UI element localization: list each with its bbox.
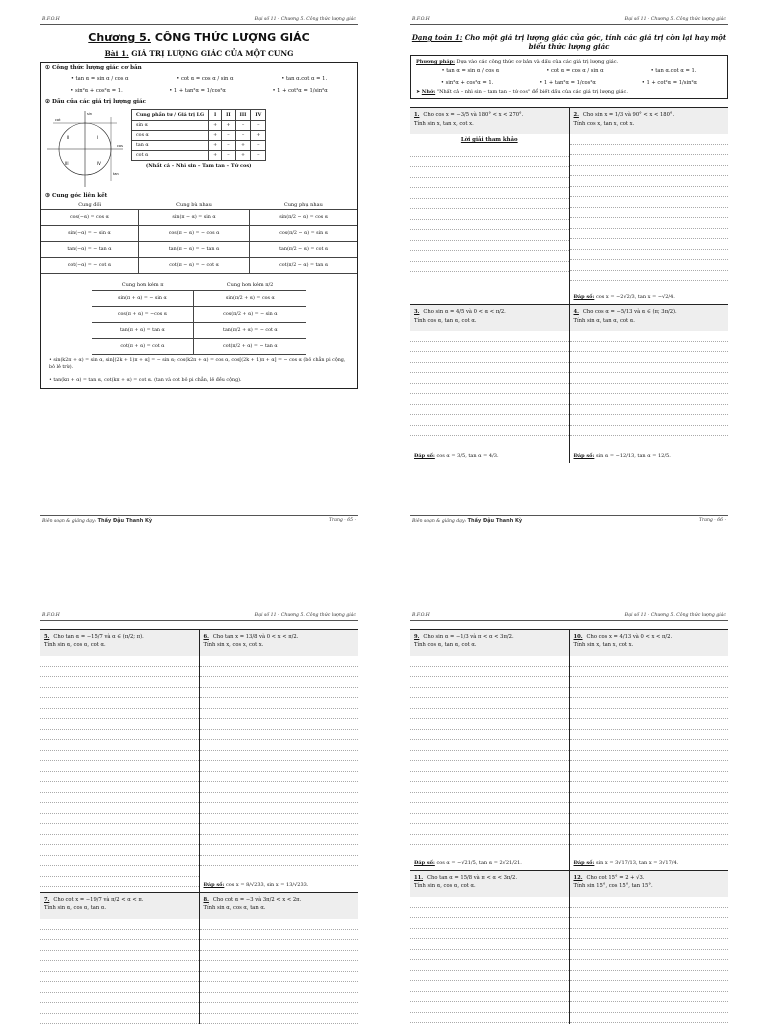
page-68 xyxy=(410,610,728,1024)
table-row: cot(π + α) = cot α cot(π/2 + α) = − tan α xyxy=(92,339,307,355)
answer: Đáp số: cos α = −√21/5, tan α = 2√21/21. xyxy=(414,860,522,866)
solution-heading: Lời giải tham khảo xyxy=(460,137,518,144)
page-header: B.F.O.H Đại số 11 · Chương 5. Công thức lượng giác xyxy=(40,14,358,25)
exercise-8: 8. Cho cot α = −3 và 3π/2 < x < 2π. Tính sin α, cos α, tan α. xyxy=(200,893,359,1024)
page-header: B.F.O.H Đại số 11 · Chương 5. Công thức lượng giác xyxy=(410,610,728,621)
chapter-title: Chương 5. CÔNG THỨC LƯỢNG GIÁC xyxy=(88,31,310,44)
unit-circle-icon xyxy=(45,109,125,189)
exercise-row xyxy=(410,107,728,304)
page-footer: Biên soạn & giảng dạy: Thầy Đậu Thanh Kỳ Trang · 65 · xyxy=(40,515,358,526)
svg-text:sin: sin xyxy=(87,112,93,116)
sign-mnemonic: (Nhất cả – Nhì sin – Tam tan – Tứ cos) xyxy=(145,163,252,169)
related-angles-table: Cung đối Cung bù nhau Cung phụ nhau cos(−α) = cos α sin(π − α) = sin α sin(π/2 − α) = cos α sin(−α) = − sin α cos(π − α) = − cos α cos(π/2 − α) = sin α tan(−α) = − tan α tan(π − α) = − tan α tan(π/2 − α) = cot α cot(−α) = − cot α cot(π − α) = − cot α cot(π/2 − α) = tan α xyxy=(41,201,357,274)
problem-type-title: Dạng toán 1: Cho một giá trị lượng giác của góc, tính các giá trị còn lại hay một biểu thức lượng giác xyxy=(411,33,727,52)
formula-row: • sin²α + cos²α = 1. • 1 + tan²α = 1/cos²α • 1 + cot²α = 1/sin²α xyxy=(70,88,328,94)
table-row: tan α + – + – xyxy=(132,141,266,151)
table-row: sin(π + α) = − sin α sin(π/2 + α) = cos α xyxy=(92,291,307,307)
exercise-10: 10. Cho cos x = 4/13 và 0 < x < π/2. Tính sin x, tan x, cot x. Đáp số: sin x = 3√17/13, tan x = 3√17/4. xyxy=(570,630,729,870)
exercise-3: 3. Cho sin α = 4/5 và 0 < α < π/2. Tính cos α, tan α, cot α. Đáp số: cos α = 3/5, tan α = 4/3. xyxy=(410,305,570,463)
exercise-5: 5. Cho tan α = −15/7 và α ∈ (π/2; π). Tính sin α, cos α, cot α. xyxy=(40,630,200,892)
formula-row: • tan α = sin α / cos α • cot α = cos α / sin α • tan α.cot α = 1. xyxy=(441,68,697,75)
table-row: tan(−α) = − tan α tan(π − α) = − tan α tan(π/2 − α) = cot α xyxy=(41,242,357,258)
exercise-2: 2. Cho sin x = 1/3 và 90° < x < 180°. Tính cos x, tan x, cot x. Đáp số: cos x = −2√2/3, tan x = −√2/4. xyxy=(570,108,729,304)
section-basic-formulas: ① Công thức lượng giác cơ bản xyxy=(45,65,142,71)
formula-row: • sin²α + cos²α = 1. • 1 + tan²α = 1/cos²α • 1 + cot²α = 1/sin²α xyxy=(440,80,698,87)
exercise-11: 11. Cho tan α = 15/8 và π < α < 3π/2. Tính sin α, cos α, cot α. xyxy=(410,871,570,1024)
trig-circle-diagram xyxy=(45,109,125,189)
lesson-title: Bài 1. GIÁ TRỊ LƯỢNG GIÁC CỦA MỘT CUNG xyxy=(104,49,294,58)
formula-box xyxy=(40,62,358,389)
page-66 xyxy=(410,14,728,532)
table-row: sin α + + – – xyxy=(132,121,266,131)
svg-text:tan: tan xyxy=(113,172,119,176)
table-row: sin(−α) = − sin α cos(π − α) = − cos α cos(π/2 − α) = sin α xyxy=(41,226,357,242)
table-row: cos α + – – + xyxy=(132,131,266,141)
exercise-row xyxy=(410,629,728,870)
sign-table: Cung phần tư / Giá trị LG I II III IV sin α + + – – cos α + – – + tan α + – + – cot α + – + – xyxy=(131,109,266,161)
exercise-row xyxy=(410,304,728,463)
svg-text:cos: cos xyxy=(117,144,123,148)
table-row: cot α + – + – xyxy=(132,151,266,161)
periodic-rule-1: • sin(k2π + α) = sin α, sin[(2k + 1)π + α] = − sin α; cos(k2π + α) = cos α, cos[(2k + 1)π + α] = − cos α (bỏ chẵn pi cộng, bỏ lẻ trừ). xyxy=(49,358,346,370)
formula-row: • tan α = sin α / cos α • cot α = cos α / sin α • tan α.cot α = 1. xyxy=(70,76,328,82)
exercise-6: 6. Cho tan x = 13/8 và 0 < x < π/2. Tính sin x, cos x, cot x. Đáp số: cos x = 8/√233, sin x = 13/√233. xyxy=(200,630,359,892)
exercise-1: 1. Cho cos x = −3/5 và 180° < x < 270°. Tính sin x, tan x, cot x. Lời giải tham khảo xyxy=(410,108,570,304)
page-header: B.F.O.H Đại số 11 · Chương 5. Công thức lượng giác xyxy=(40,610,358,621)
table-row: cos(π + α) = −cos α cos(π/2 + α) = − sin α xyxy=(92,307,307,323)
section-related-angles: ③ Cung góc liên kết xyxy=(45,193,108,199)
svg-text:II: II xyxy=(67,135,70,140)
svg-text:I: I xyxy=(97,135,99,140)
svg-text:IV: IV xyxy=(97,161,101,166)
exercise-9: 9. Cho sin α = −1/3 và π < α < 3π/2. Tính cos α, tan α, cot α. Đáp số: cos α = −√21/5, tan α = 2√21/21. xyxy=(410,630,570,870)
svg-text:III: III xyxy=(65,161,69,166)
shift-angles-table: Cung hơn kém π Cung hơn kém π/2 sin(π + α) = − sin α sin(π/2 + α) = cos α cos(π + α) = −cos α cos(π/2 + α) = − sin α tan(π + α) = tan α tan(π/2 + α) = − cot α cot(π + α) = cot α cot(π/2 + α) = − tan α xyxy=(92,280,307,355)
table-row: tan(π + α) = tan α tan(π/2 + α) = − cot α xyxy=(92,323,307,339)
table-row: cot(−α) = − cot α cot(π − α) = − cot α cot(π/2 − α) = tan α xyxy=(41,258,357,274)
exercise-7: 7. Cho cot x = −19/7 và π/2 < α < π. Tính sin α, cos α, tan α. xyxy=(40,893,200,1024)
exercise-12: 12. Cho cot 15° = 2 + √3. Tính sin 15°, cos 15°, tan 15°. xyxy=(570,871,729,1024)
method-box: Phương pháp: Dựa vào các công thức cơ bản và dấu của các giá trị lượng giác. • tan α = sin α / cos α • cot α = cos α / sin α • tan α.cot α = 1. • sin²α + cos²α = 1. • 1 + tan²α = 1/cos²α • 1 + cot²α = 1/sin²α ➤ Nhớ: "Nhất cả – nhì sin – tam tan – tứ cos" để biết dấu của các giá trị lượng giác. xyxy=(410,55,728,99)
section-signs: ② Dấu của các giá trị lượng giác xyxy=(45,99,147,105)
periodic-rule-2: • tan(kπ + α) = tan α, cot(kπ + α) = cot α. (tan và cot bỏ pi chẵn, lẻ đều cộng). xyxy=(49,377,242,383)
answer: Đáp số: sin x = 3√17/13, tan x = 3√17/4. xyxy=(573,860,679,866)
table-row: cos(−α) = cos α sin(π − α) = sin α sin(π/2 − α) = cos α xyxy=(41,210,357,226)
answer: Đáp số: cos α = 3/5, tan α = 4/3. xyxy=(414,453,499,460)
exercise-row xyxy=(40,629,358,892)
answer: Đáp số: sin α = −12/13, tan α = 12/5. xyxy=(573,453,671,460)
svg-text:cot: cot xyxy=(55,118,61,122)
page-footer: Biên soạn & giảng dạy: Thầy Đậu Thanh Kỳ Trang · 66 · xyxy=(410,515,728,526)
page-65 xyxy=(40,14,358,532)
exercise-row xyxy=(410,870,728,1024)
exercise-row xyxy=(40,892,358,1024)
answer: Đáp số: cos x = −2√2/3, tan x = −√2/4. xyxy=(573,294,675,301)
page-67 xyxy=(40,610,358,1024)
sign-table-wrap xyxy=(131,109,266,189)
page-header: B.F.O.H Đại số 11 · Chương 5. Công thức lượng giác xyxy=(410,14,728,25)
answer: Đáp số: cos x = 8/√233, sin x = 13/√233. xyxy=(203,882,309,888)
exercise-4: 4. Cho cos α = −5/13 và α ∈ (π; 3π/2). Tính sin α, tan α, cot α. Đáp số: sin α = −12/13, tan α = 12/5. xyxy=(570,305,729,463)
signs-block xyxy=(41,107,357,191)
